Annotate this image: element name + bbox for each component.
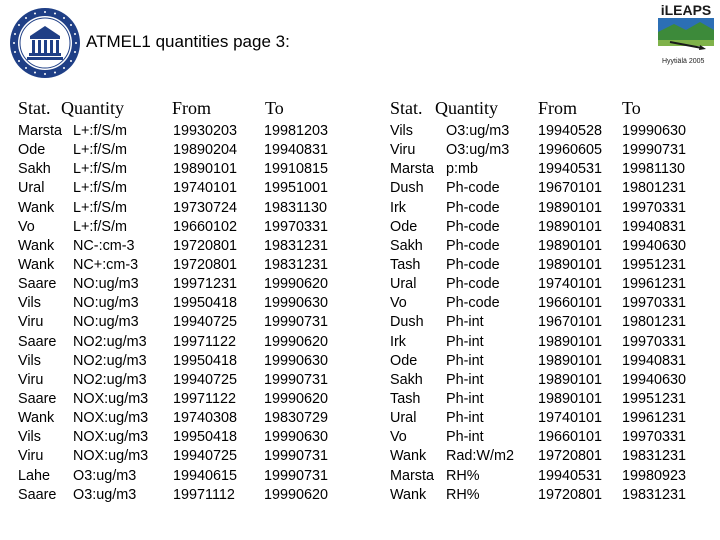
quantity-cell: Ph-int — [446, 333, 484, 350]
station-cell: Ode — [390, 352, 418, 369]
to-date-cell: 19981203 — [264, 123, 329, 139]
table-row — [18, 428, 358, 447]
station-cell: Vils — [390, 123, 413, 139]
to-date-cell: 19990731 — [264, 448, 329, 465]
from-date-cell: 19670101 — [538, 180, 603, 197]
to-date-cell: 19961231 — [622, 410, 687, 427]
quantity-cell: NO:ug/m3 — [73, 295, 139, 312]
university-seal-logo — [8, 6, 82, 80]
table-row — [390, 218, 712, 237]
table-row — [390, 447, 712, 466]
to-date-cell: 19990630 — [264, 295, 329, 312]
from-date-cell: 19740101 — [538, 410, 603, 427]
to-date-cell: 19990620 — [264, 276, 329, 293]
from-date-cell: 19720801 — [173, 237, 238, 254]
table-row — [18, 122, 358, 141]
from-date-cell: 19971112 — [173, 486, 235, 503]
to-date-cell: 19831231 — [622, 486, 687, 503]
table-row — [390, 160, 712, 179]
to-date-cell: 19970331 — [622, 295, 687, 312]
quantity-cell: O3:ug/m3 — [446, 123, 510, 139]
table-row — [390, 179, 712, 198]
quantity-cell: NOX:ug/m3 — [73, 448, 149, 465]
table-row — [390, 352, 712, 371]
page-title: ATMEL1 quantities page 3: — [86, 32, 290, 51]
from-date-cell: 19890101 — [538, 352, 603, 369]
station-cell: Ural — [18, 180, 45, 197]
table-row — [18, 179, 358, 198]
station-cell: Saare — [18, 486, 57, 503]
station-cell: Saare — [18, 333, 57, 350]
station-cell: Irk — [390, 333, 406, 350]
to-date-cell: 19801231 — [622, 314, 687, 331]
station-cell: Wank — [18, 237, 55, 254]
station-cell: Lahe — [18, 467, 51, 484]
table-row — [390, 275, 712, 294]
to-date-cell: 19951231 — [622, 256, 687, 273]
left-header-quantity: Quantity — [61, 98, 124, 118]
to-date-cell: 19990620 — [264, 390, 329, 407]
quantity-cell: Ph-int — [446, 352, 484, 369]
to-date-cell: 19940831 — [622, 352, 687, 369]
table-row — [18, 390, 358, 409]
table-row — [18, 294, 358, 313]
to-date-cell: 19910815 — [264, 161, 329, 178]
to-date-cell: 19990620 — [264, 333, 329, 350]
to-date-cell: 19940831 — [622, 218, 687, 235]
quantity-cell: p:mb — [446, 161, 478, 178]
table-row — [18, 237, 358, 256]
from-date-cell: 19890101 — [538, 390, 603, 407]
table-row — [18, 160, 358, 179]
left-header-station: Stat. — [18, 98, 51, 118]
table-row — [18, 447, 358, 466]
right-header-station: Stat. — [390, 98, 423, 118]
station-cell: Marsta — [390, 467, 434, 484]
quantity-cell: Ph-int — [446, 314, 484, 331]
to-date-cell: 19831130 — [264, 199, 327, 216]
from-date-cell: 19940725 — [173, 371, 238, 388]
table-row — [18, 333, 358, 352]
quantity-cell: NOX:ug/m3 — [73, 390, 149, 407]
station-cell: Wank — [18, 199, 55, 216]
to-date-cell: 19831231 — [264, 237, 329, 254]
quantity-cell: NO2:ug/m3 — [73, 371, 147, 388]
from-date-cell: 19890101 — [538, 237, 603, 254]
quantity-cell: NO2:ug/m3 — [73, 352, 147, 369]
table-row — [18, 409, 358, 428]
station-cell: Ode — [18, 142, 46, 159]
from-date-cell: 19730724 — [173, 199, 238, 216]
station-cell: Saare — [18, 276, 57, 293]
from-date-cell: 19720801 — [173, 256, 238, 273]
table-row — [18, 199, 358, 218]
ileaps-logo-text: iLEAPS — [660, 2, 712, 18]
station-cell: Ural — [390, 276, 417, 293]
table-row — [390, 333, 712, 352]
quantity-cell: O3:ug/m3 — [446, 142, 510, 159]
table-row — [390, 371, 712, 390]
quantity-cell: Ph-int — [446, 371, 484, 388]
station-cell: Vo — [18, 218, 35, 235]
quantity-cell: Ph-int — [446, 390, 484, 407]
from-date-cell: 19890101 — [538, 333, 603, 350]
table-row — [390, 141, 712, 160]
station-cell: Vo — [390, 295, 407, 312]
right-header-from: From — [538, 98, 578, 118]
left-header-to: To — [265, 98, 284, 118]
quantity-cell: L+:f/S/m — [73, 199, 127, 216]
from-date-cell: 19971122 — [173, 333, 236, 350]
station-cell: Sakh — [390, 237, 423, 254]
quantity-cell: NC-:cm-3 — [73, 237, 135, 254]
quantity-cell: L+:f/S/m — [73, 180, 127, 197]
from-date-cell: 19940528 — [538, 123, 603, 139]
to-date-cell: 19970331 — [622, 429, 687, 446]
from-date-cell: 19660101 — [538, 295, 603, 312]
station-cell: Viru — [390, 142, 416, 159]
from-date-cell: 19971122 — [173, 390, 236, 407]
to-date-cell: 19990731 — [264, 371, 329, 388]
quantity-cell: L+:f/S/m — [73, 123, 127, 139]
to-date-cell: 19990731 — [264, 314, 329, 331]
ileaps-caption: Hyytiälä 2005 — [662, 58, 705, 65]
to-date-cell: 19961231 — [622, 276, 687, 293]
station-cell: Viru — [18, 448, 44, 465]
right-header-quantity: Quantity — [435, 98, 498, 118]
quantity-cell: O3:ug/m3 — [73, 467, 137, 484]
to-date-cell: 19990630 — [622, 123, 687, 139]
station-cell: Tash — [390, 390, 421, 407]
from-date-cell: 19670101 — [538, 314, 603, 331]
quantity-cell: Ph-code — [446, 237, 500, 254]
from-date-cell: 19940615 — [173, 467, 238, 484]
from-date-cell: 19950418 — [173, 352, 238, 369]
left-quantity-table — [18, 122, 358, 505]
to-date-cell: 19990630 — [264, 429, 329, 446]
quantity-cell: NOX:ug/m3 — [73, 429, 149, 446]
from-date-cell: 19940531 — [538, 467, 603, 484]
from-date-cell: 19940725 — [173, 314, 238, 331]
to-date-cell: 19831231 — [264, 256, 329, 273]
from-date-cell: 19720801 — [538, 448, 603, 465]
table-row — [18, 352, 358, 371]
table-row — [390, 122, 712, 141]
station-cell: Ural — [390, 410, 417, 427]
table-row — [390, 486, 712, 505]
right-quantity-table — [390, 122, 712, 505]
table-row — [390, 390, 712, 409]
quantity-cell: Rad:W/m2 — [446, 448, 514, 465]
station-cell: Wank — [390, 448, 427, 465]
to-date-cell: 19801231 — [622, 180, 687, 197]
to-date-cell: 19970331 — [622, 333, 687, 350]
station-cell: Viru — [18, 371, 44, 388]
from-date-cell: 19890204 — [173, 142, 238, 159]
to-date-cell: 19990731 — [622, 142, 687, 159]
station-cell: Sakh — [390, 371, 423, 388]
to-date-cell: 19940630 — [622, 371, 687, 388]
table-row — [18, 313, 358, 332]
from-date-cell: 19940531 — [538, 161, 603, 178]
table-row — [18, 275, 358, 294]
station-cell: Vils — [18, 295, 41, 312]
station-cell: Marsta — [390, 161, 434, 178]
table-row — [18, 256, 358, 275]
table-row — [18, 141, 358, 160]
to-date-cell: 19980923 — [622, 467, 687, 484]
station-cell: Irk — [390, 199, 406, 216]
station-cell: Vils — [18, 352, 41, 369]
quantity-cell: NO:ug/m3 — [73, 314, 139, 331]
table-row — [390, 467, 712, 486]
from-date-cell: 19940725 — [173, 448, 238, 465]
quantity-cell: NOX:ug/m3 — [73, 410, 149, 427]
to-date-cell: 19990630 — [264, 352, 329, 369]
to-date-cell: 19831231 — [622, 448, 687, 465]
left-header-from: From — [172, 98, 212, 118]
station-cell: Sakh — [18, 161, 51, 178]
from-date-cell: 19660101 — [538, 429, 603, 446]
to-date-cell: 19970331 — [264, 218, 329, 235]
quantity-cell: Ph-int — [446, 410, 484, 427]
quantity-cell: Ph-code — [446, 199, 500, 216]
table-row — [18, 486, 358, 505]
quantity-cell: NC+:cm-3 — [73, 256, 139, 273]
to-date-cell: 19990620 — [264, 486, 329, 503]
quantity-cell: Ph-code — [446, 218, 500, 235]
table-row — [18, 218, 358, 237]
from-date-cell: 19890101 — [538, 371, 603, 388]
station-cell: Wank — [18, 410, 55, 427]
quantity-cell: L+:f/S/m — [73, 218, 127, 235]
quantity-cell: Ph-code — [446, 256, 500, 273]
to-date-cell: 19830729 — [264, 410, 329, 427]
station-cell: Dush — [390, 314, 424, 331]
quantity-cell: NO:ug/m3 — [73, 276, 139, 293]
seal-icon — [8, 6, 82, 80]
table-row — [390, 409, 712, 428]
quantity-cell: NO2:ug/m3 — [73, 333, 147, 350]
quantity-cell: Ph-int — [446, 429, 484, 446]
quantity-cell: L+:f/S/m — [73, 142, 127, 159]
station-cell: Wank — [390, 486, 427, 503]
station-cell: Marsta — [18, 123, 62, 139]
from-date-cell: 19890101 — [538, 199, 603, 216]
from-date-cell: 19971231 — [173, 276, 238, 293]
to-date-cell: 19940831 — [264, 142, 329, 159]
from-date-cell: 19740101 — [173, 180, 238, 197]
station-cell: Tash — [390, 256, 421, 273]
table-row — [390, 199, 712, 218]
ileaps-landscape-icon — [656, 18, 716, 56]
quantity-cell: L+:f/S/m — [73, 161, 127, 178]
from-date-cell: 19740101 — [538, 276, 603, 293]
from-date-cell: 19740308 — [173, 410, 238, 427]
from-date-cell: 19660102 — [173, 218, 238, 235]
station-cell: Viru — [18, 314, 44, 331]
from-date-cell: 19950418 — [173, 295, 238, 312]
from-date-cell: 19960605 — [538, 142, 603, 159]
table-row — [390, 294, 712, 313]
from-date-cell: 19930203 — [173, 123, 238, 139]
table-row — [390, 313, 712, 332]
from-date-cell: 19890101 — [173, 161, 238, 178]
to-date-cell: 19970331 — [622, 199, 687, 216]
station-cell: Vils — [18, 429, 41, 446]
to-date-cell: 19951231 — [622, 390, 687, 407]
from-date-cell: 19950418 — [173, 429, 238, 446]
station-cell: Ode — [390, 218, 418, 235]
station-cell: Wank — [18, 256, 55, 273]
from-date-cell: 19720801 — [538, 486, 603, 503]
table-row — [18, 371, 358, 390]
table-row — [390, 428, 712, 447]
right-header-to: To — [622, 98, 641, 118]
from-date-cell: 19890101 — [538, 218, 603, 235]
quantity-cell: RH% — [446, 486, 480, 503]
to-date-cell: 19951001 — [264, 180, 329, 197]
table-row — [390, 237, 712, 256]
quantity-cell: Ph-code — [446, 180, 500, 197]
station-cell: Saare — [18, 390, 57, 407]
to-date-cell: 19940630 — [622, 237, 687, 254]
quantity-cell: Ph-code — [446, 295, 500, 312]
station-cell: Dush — [390, 180, 424, 197]
table-row — [390, 256, 712, 275]
quantity-cell: Ph-code — [446, 276, 500, 293]
station-cell: Vo — [390, 429, 407, 446]
table-row — [18, 467, 358, 486]
from-date-cell: 19890101 — [538, 256, 603, 273]
to-date-cell: 19981130 — [622, 161, 685, 178]
to-date-cell: 19990731 — [264, 467, 329, 484]
quantity-cell: RH% — [446, 467, 480, 484]
quantity-cell: O3:ug/m3 — [73, 486, 137, 503]
